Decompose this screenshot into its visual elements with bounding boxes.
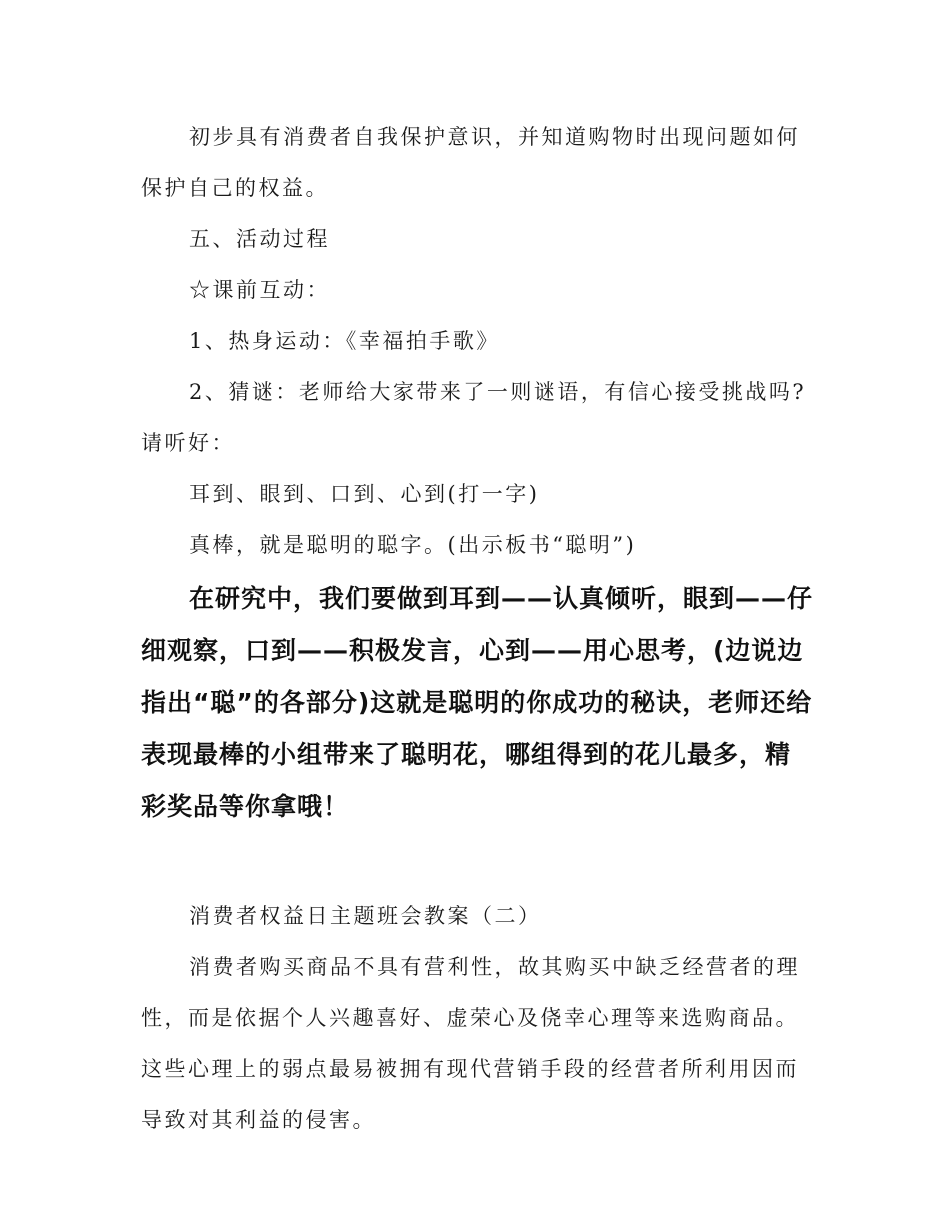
paragraph-self-protection: 初步具有消费者自我保护意识，并知道购物时出现问题如何保护自己的权益。 [141,125,800,200]
heading-pre-class-interaction: ☆课前互动： [189,278,330,302]
riddle-answer: 真棒，就是聪明的聪字。(出示板书“聪明”) [189,533,637,557]
list-item-warmup: 1、热身运动：《幸福拍手歌》 [189,329,500,353]
list-item-riddle: 2、猜谜：老师给大家带来了一则谜语，有信心接受挑战吗?请听好： [141,380,807,455]
paragraph-consumer-psychology: 消费者购买商品不具有营利性，故其购买中缺乏经营者的理性，而是依据个人兴趣喜好、虚荣心及侥幸心理等来选购商品。这些心理上的弱点最易被拥有现代营销手段的经营者所利用因而导致对其利益的侵害。 [141,955,800,1132]
section-title: 消费者权益日主题班会教案（二） [189,904,542,928]
riddle-text: 耳到、眼到、口到、心到(打一字) [189,482,540,506]
heading-activity-process: 五、活动过程 [189,227,330,251]
document-body [141,112,813,1146]
bold-paragraph-clever-secret: 在研究中，我们要做到耳到——认真倾听，眼到——仔细观察，口到——积极发言，心到——用心思考，(边说边指出“聪”的各部分)这就是聪明的你成功的秘诀，老师还给表现最棒的小组带来了聪明花，哪组得到的花儿最多，精彩奖品等你拿哦！ [141,584,814,821]
